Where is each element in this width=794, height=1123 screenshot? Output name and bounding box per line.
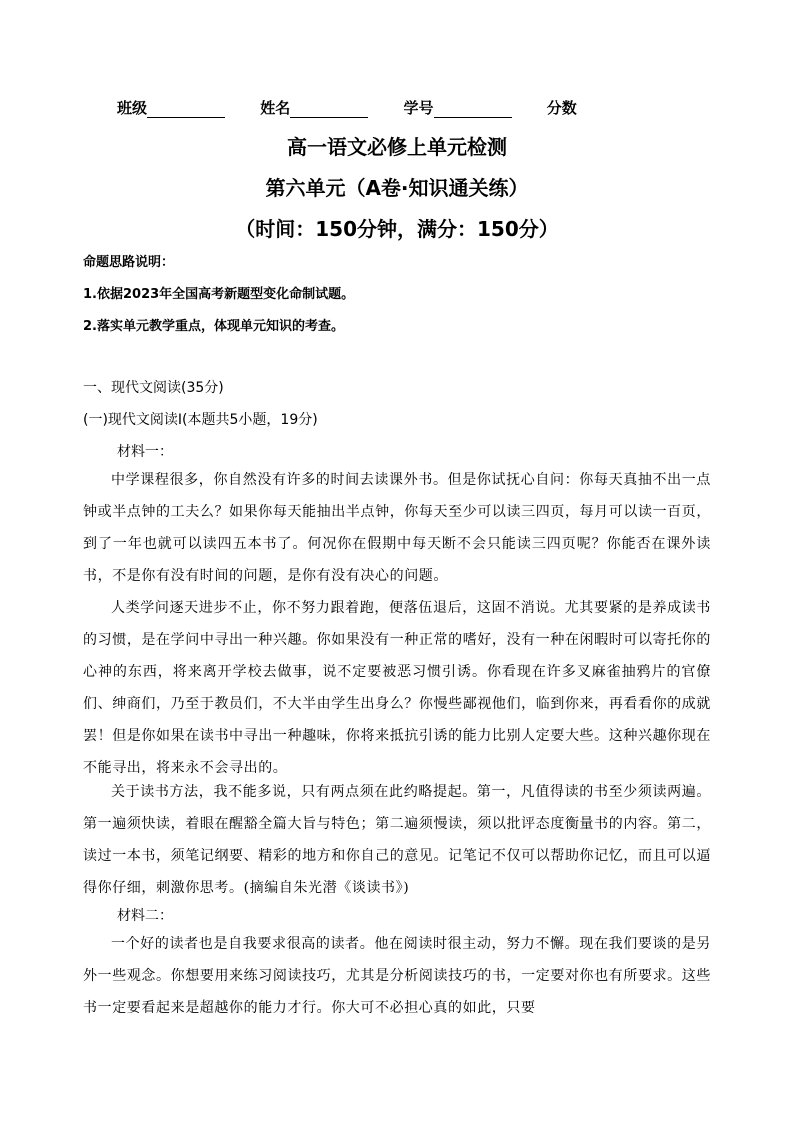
name-blank[interactable]	[290, 103, 368, 118]
student-info-line	[117, 97, 607, 118]
notes-item: 1.依据2023年全国高考新题型变化命制试题。	[83, 287, 355, 302]
class-label: 班级	[117, 99, 148, 117]
material-one-label: 材料一：	[117, 444, 173, 460]
id-blank[interactable]	[434, 103, 512, 118]
subsection-heading: (一)现代文阅读Ⅰ(本题共5小题，19分)	[83, 412, 318, 428]
exam-time-info: （时间：150分钟，满分：150分）	[235, 217, 559, 241]
name-field[interactable]	[260, 97, 368, 118]
score-field	[547, 97, 577, 118]
material-one-paragraph: 关于读书方法，我不能多说，只有两点须在此约略提起。第一，凡值得读的书至少须读两遍。第一遍须快读，着眼在醒豁全篇大旨与特色；第二遍须慢读，须以批评态度衡量书的内容。第二，读过一本书，须笔记纲要、精彩的地方和你自己的意见。记笔记不仅可以帮助你记忆，而且可以逼得你仔细，刺激你思考。(摘编自朱光潜《谈读书》)	[83, 784, 711, 896]
score-label: 分数	[546, 99, 577, 117]
exam-title: 高一语文必修上单元检测	[287, 135, 507, 159]
notes-item: 2.落实单元教学重点，体现单元知识的考查。	[83, 319, 344, 334]
section-heading: 一、现代文阅读(35分)	[83, 380, 224, 396]
class-field[interactable]	[117, 97, 225, 118]
material-one-paragraph: 中学课程很多，你自然没有许多的时间去读课外书。但是你试抚心自问：你每天真抽不出一点钟或半点钟的工夫么？如果你每天能抽出半点钟，你每天至少可以读三四页，每月可以读一百页，到了一年也就可以读四五本书了。何况你在假期中每天断不会只能读三四页呢？你能否在课外读书，不是你有没有时间的问题，是你有没有决心的问题。	[83, 472, 711, 584]
material-one-paragraph: 人类学问逐天进步不止，你不努力跟着跑，便落伍退后，这固不消说。尤其要紧的是养成读书的习惯，是在学问中寻出一种兴趣。你如果没有一种正常的嗜好，没有一种在闲暇时可以寄托你的心神的东西，将来离开学校去做事，说不定要被恶习惯引诱。你看现在许多叉麻雀抽鸦片的官僚们、绅商们，乃至于教员们，不大半由学生出身么？你慢些鄙视他们，临到你来，再看看你的成就罢！但是你如果在读书中寻出一种趣味，你将来抵抗引诱的能力比别人定要大些。这种兴趣你现在不能寻出，将来永不会寻出的。	[83, 600, 711, 776]
name-label: 姓名	[260, 99, 291, 117]
id-field[interactable]	[404, 97, 512, 118]
exam-subtitle: 第六单元（A卷·知识通关练）	[265, 176, 529, 200]
class-blank[interactable]	[147, 103, 225, 118]
material-two-label: 材料二：	[117, 908, 173, 924]
notes-heading: 命题思路说明：	[83, 255, 175, 270]
design-notes	[83, 253, 354, 349]
id-label: 学号	[403, 99, 434, 117]
material-two-paragraph: 一个好的读者也是自我要求很高的读者。他在阅读时很主动，努力不懈。现在我们要谈的是另外一些观念。你想要用来练习阅读技巧，尤其是分析阅读技巧的书，一定要对你也有所要求。这些书一定要看起来是超越你的能力才行。你大可不必担心真的如此，只要	[83, 936, 711, 1016]
